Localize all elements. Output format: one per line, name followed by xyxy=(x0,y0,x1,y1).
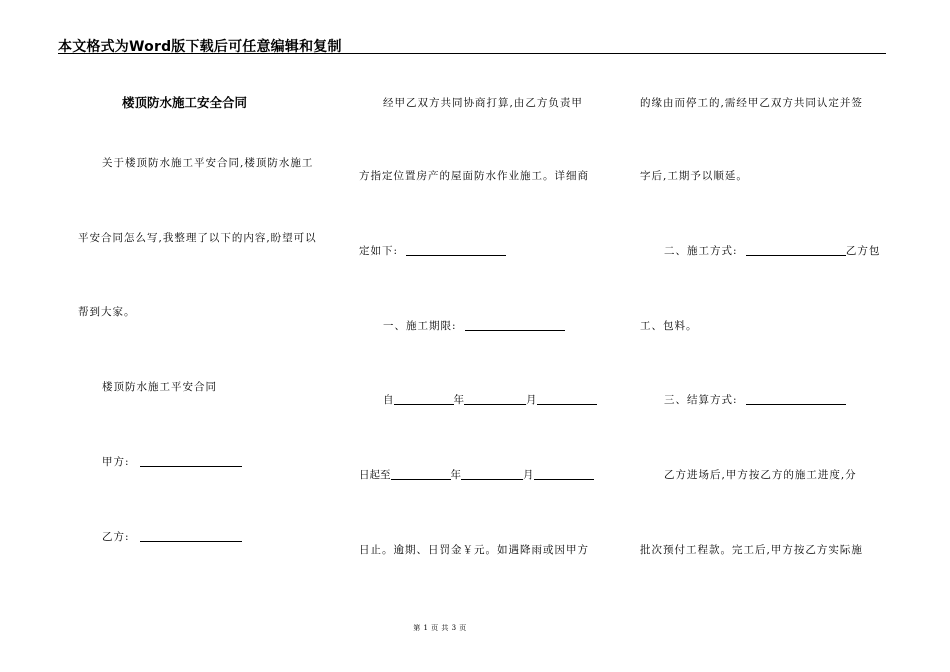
intro-line-1: 关于楼顶防水施工平安合同,楼顶防水施工 xyxy=(102,157,314,169)
from-date-line xyxy=(383,392,597,407)
col3-line-1: 的缘由而停工的,需经甲乙双方共同认定并签 xyxy=(640,97,863,109)
year-label-2: 年 xyxy=(450,469,461,481)
col2-line-2: 方指定位置房产的屋面防水作业施工。详细商 xyxy=(359,170,589,182)
party-a-line xyxy=(102,454,242,469)
to-day-blank xyxy=(534,469,594,480)
intro-line-3: 帮到大家。 xyxy=(78,306,136,318)
intro-line-2: 平安合同怎么写,我整理了以下的内容,盼望可以 xyxy=(78,232,317,244)
day-to-label: 日起至 xyxy=(359,469,391,481)
party-b-blank xyxy=(140,531,242,542)
col2-line-end: 日止。逾期、日罚金￥元。如遇降雨或因甲方 xyxy=(359,544,589,556)
from-month-blank xyxy=(464,394,526,405)
page-number: 第 1 页 共 3 页 xyxy=(413,624,467,632)
section-3-line xyxy=(664,392,846,407)
party-a-blank xyxy=(140,456,242,467)
terms-blank xyxy=(406,245,506,256)
payment-line-1: 乙方进场后,甲方按乙方的施工进度,分 xyxy=(664,469,857,481)
to-month-blank xyxy=(461,469,523,480)
document-title: 楼顶防水施工安全合同 xyxy=(122,95,248,110)
section-2-cont: 工、包料。 xyxy=(640,320,698,332)
contract-subtitle: 楼顶防水施工平安合同 xyxy=(102,381,217,393)
from-label: 自 xyxy=(383,394,394,406)
to-year-blank xyxy=(391,469,451,480)
col2-line-3 xyxy=(359,243,506,258)
col3-line-2: 字后,工期予以顺延。 xyxy=(640,170,748,182)
year-label: 年 xyxy=(453,394,464,406)
terms-label: 定如下: xyxy=(359,245,399,257)
section-2-label: 二、施工方式: xyxy=(664,245,738,257)
period-blank xyxy=(465,320,565,331)
party-b-label: 乙方: xyxy=(102,531,130,543)
section-2-line xyxy=(664,243,880,258)
section-2-tail: 乙方包 xyxy=(845,245,881,257)
section-3-label: 三、结算方式: xyxy=(664,394,738,406)
month-label: 月 xyxy=(526,394,537,406)
party-a-label: 甲方: xyxy=(102,456,130,468)
from-day-blank xyxy=(537,394,597,405)
from-year-blank xyxy=(394,394,454,405)
header-rule xyxy=(58,53,886,54)
settlement-blank xyxy=(746,394,846,405)
method-blank xyxy=(746,245,846,256)
month-label-2: 月 xyxy=(523,469,534,481)
to-date-line xyxy=(359,467,594,482)
document-header: 本文格式为Word版下载后可任意编辑和复制 xyxy=(58,39,342,55)
payment-line-2: 批次预付工程款。完工后,甲方按乙方实际施 xyxy=(640,544,863,556)
party-b-line xyxy=(102,529,242,544)
col2-line-1: 经甲乙双方共同协商打算,由乙方负责甲 xyxy=(383,97,583,109)
section-1-line xyxy=(383,318,565,333)
section-1-label: 一、施工期限: xyxy=(383,320,457,332)
